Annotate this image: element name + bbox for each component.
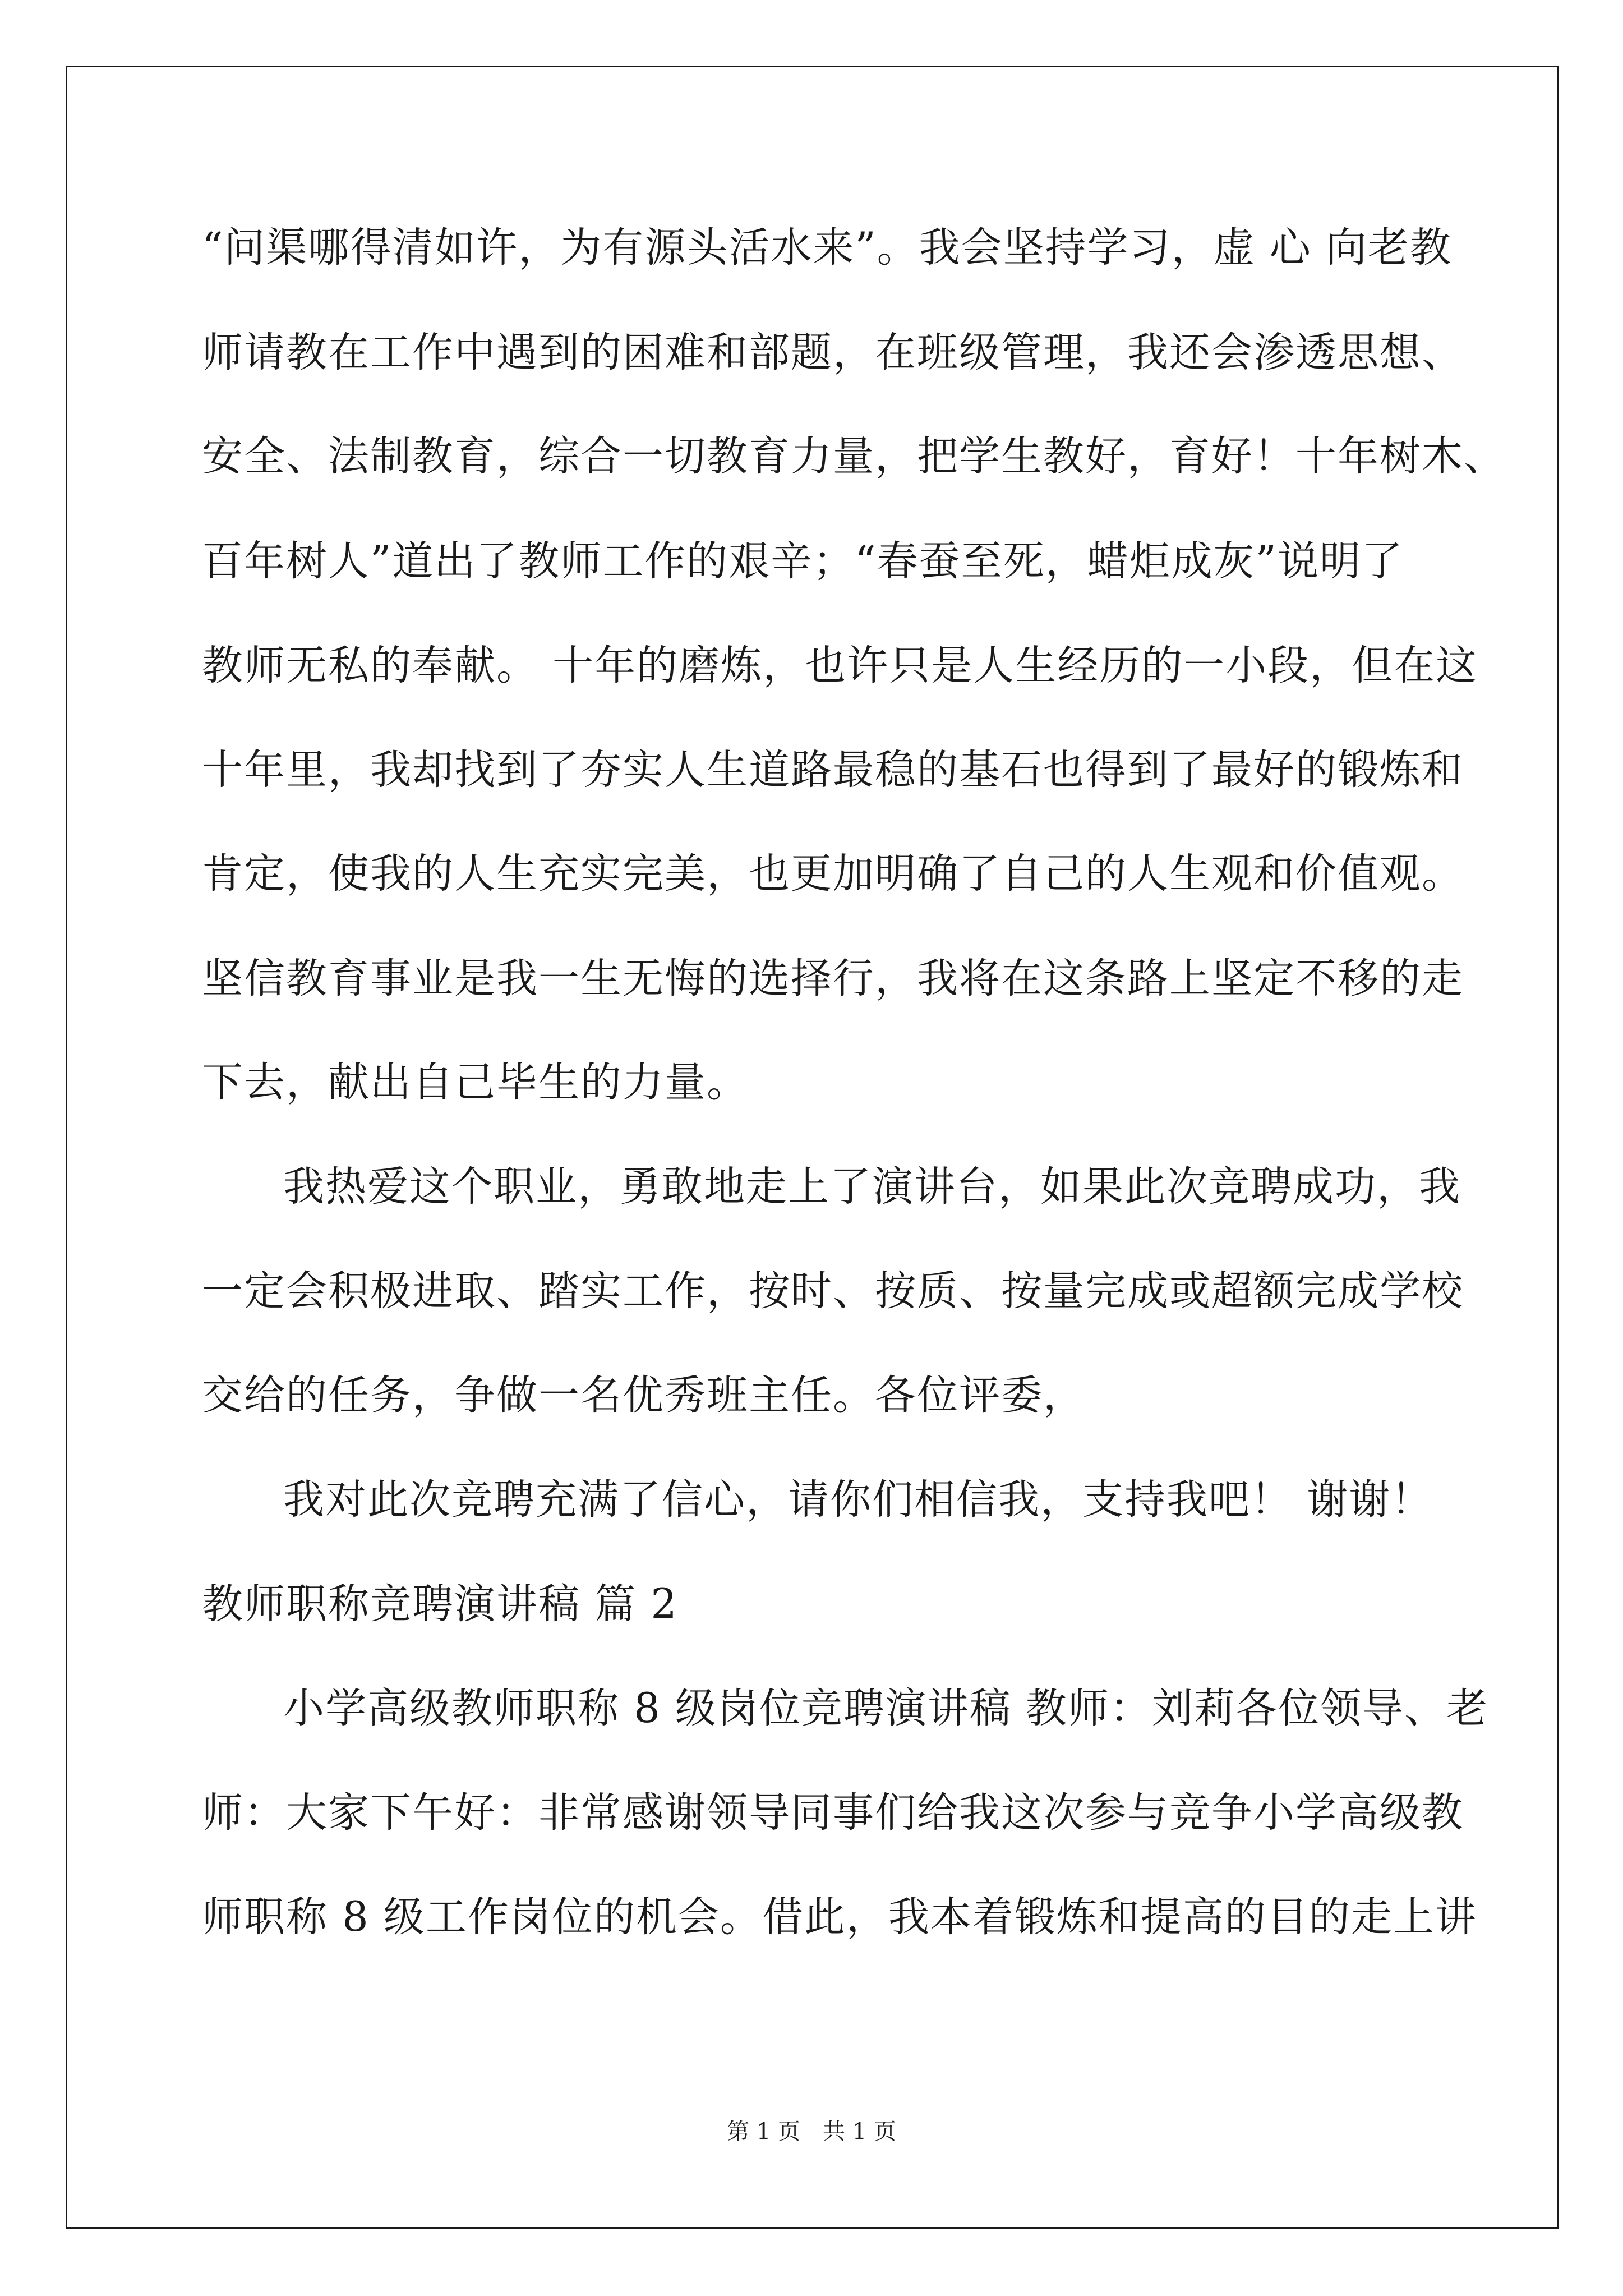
body-text-line: 肯定，使我的人生充实完美，也更加明确了自己的人生观和价值观。 <box>202 850 1464 898</box>
body-text-line: 百年树人”道出了教师工作的艰辛；“春蚕至死，蜡炬成灰”说明了 <box>202 537 1404 585</box>
body-text-line: 师：大家下午好：非常感谢领导同事们给我这次参与竞争小学高级教 <box>202 1789 1464 1837</box>
body-text-line: 一定会积极进取、踏实工作，按时、按质、按量完成或超额完成学校 <box>202 1267 1464 1315</box>
paragraph-first-line: 我热爱这个职业，勇敢地走上了演讲台，如果此次竞聘成功，我 <box>283 1163 1461 1211</box>
body-text-line: 师职称 8 级工作岗位的机会。借此，我本着锻炼和提高的目的走上讲 <box>202 1893 1477 1941</box>
body-text-line: 坚信教育事业是我一生无悔的选择行，我将在这条路上坚定不移的走 <box>202 955 1464 1002</box>
body-text-line: 交给的任务，争做一名优秀班主任。各位评委， <box>202 1372 1085 1419</box>
section-heading: 教师职称竞聘演讲稿 篇 2 <box>202 1580 678 1628</box>
paragraph-first-line: 小学高级教师职称 8 级岗位竞聘演讲稿 教师：刘莉各位领导、老 <box>283 1685 1489 1732</box>
body-text-line: 下去，献出自己毕生的力量。 <box>202 1059 749 1106</box>
page-number-footer: 第 1 页 共 1 页 <box>727 2119 896 2145</box>
body-text-line: 师请教在工作中遇到的困难和部题，在班级管理，我还会渗透思想、 <box>202 329 1464 376</box>
body-text-line: 教师无私的奉献。 十年的磨炼，也许只是人生经历的一小段，但在这 <box>202 642 1478 689</box>
paragraph-first-line: 我对此次竞聘充满了信心，请你们相信我，支持我吧！ 谢谢！ <box>283 1476 1433 1524</box>
body-text-line: “问渠哪得清如许，为有源头活水来”。我会坚持学习，虚 心 向老教 <box>202 224 1453 272</box>
body-text-line: 安全、法制教育，综合一切教育力量，把学生教好，育好！十年树木、 <box>202 432 1506 480</box>
body-text-line: 十年里，我却找到了夯实人生道路最稳的基石也得到了最好的锻炼和 <box>202 746 1464 794</box>
